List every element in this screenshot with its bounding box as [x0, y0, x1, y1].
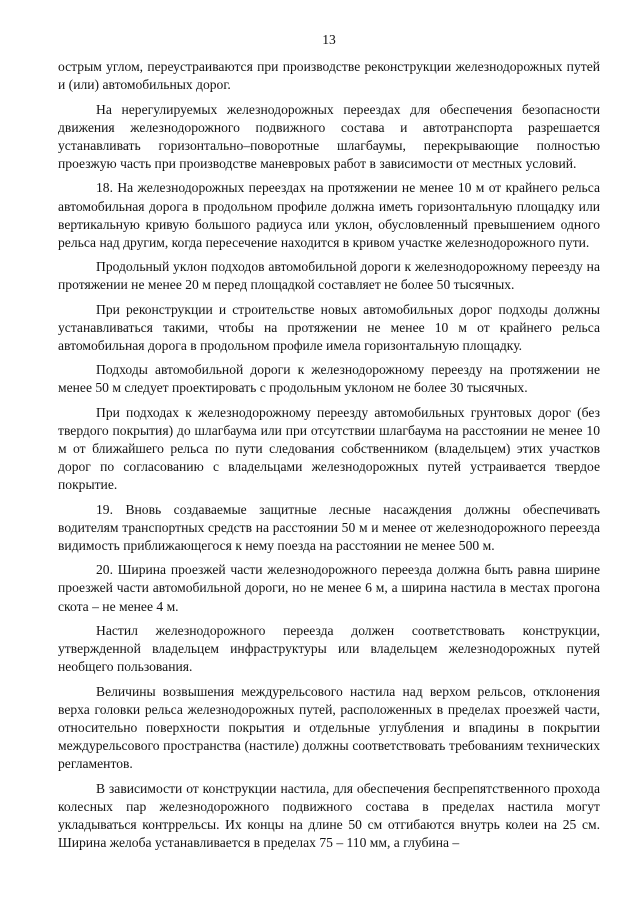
body-text — [58, 58, 600, 852]
paragraph: Величины возвышения междурельсового настила над верхом рельсов, отклонения верха головки рельса железнодорожных путей, расположенных в пределах проезжей части, относительно поверхности покрытия и отдельные углубления и впадины в покрытии междурельсового пространства (настиле) должны соответствовать требованиям технических регламентов. — [58, 683, 600, 772]
paragraph: острым углом, переустраиваются при производстве реконструкции железнодорожных путей и (или) автомобильных дорог. — [58, 59, 600, 93]
paragraph: Подходы автомобильной дороги к железнодорожному переезду на протяжении не менее 50 м следует проектировать с продольным уклоном не более 30 тысячных. — [58, 362, 600, 396]
paragraph: Настил железнодорожного переезда должен соответствовать конструкции, утвержденной владельцем инфраструктуры или владельцем железнодорожных путей необщего пользования. — [58, 622, 600, 675]
page-number: 13 — [322, 32, 336, 47]
paragraph: При подходах к железнодорожному переезду автомобильных грунтовых дорог (без твердого покрытия) до шлагбаума или при отсутствии шлагбаума на расстоянии не менее 10 м от ближайшего рельса по пути следования собственником (владельцем) этих участков дорог по согласованию с владельцами железнодорожных путей устраивается твердое покрытие. — [58, 404, 600, 493]
paragraph: При реконструкции и строительстве новых автомобильных дорог подходы должны устанавливаться такими, чтобы на протяжении не менее 10 м от крайнего рельса автомобильная дорога в продольном профиле имела горизонтальную площадку. — [58, 301, 600, 354]
paragraph: На нерегулируемых железнодорожных переездах для обеспечения безопасности движения железнодорожного подвижного состава и автотранспорта разрешается устанавливать горизонтально–поворотные шлагбаумы, перекрывающие полностью проезжую часть при производстве маневровых работ в зависимости от местных условий. — [58, 101, 600, 172]
paragraph: В зависимости от конструкции настила, для обеспечения беспрепятственного прохода колесных пар железнодорожного подвижного состава в пределах настила могут укладываться контррельсы. Их концы на длине 50 см отгибаются внутрь колеи на 25 см. Ширина желоба устанавливается в пределах 75 – 110 мм, а глубина – — [58, 780, 600, 851]
paragraph: Продольный уклон подходов автомобильной дороги к железнодорожному переезду на протяжении не менее 20 м перед площадкой составляет не более 50 тысячных. — [58, 259, 600, 293]
paragraph: 18. На железнодорожных переездах на протяжении не менее 10 м от крайнего рельса автомобильная дорога в продольном профиле должна иметь горизонтальную площадку или вертикальную кривую большого радиуса или уклон, обусловленный превышением одного рельса над другим, когда пересечение находится в кривом участке железнодорожного пути. — [58, 180, 600, 251]
paragraph: 20. Ширина проезжей части железнодорожного переезда должна быть равна ширине проезжей части автомобильной дороги, но не менее 6 м, а ширина настила в местах прогона скота – не менее 4 м. — [58, 562, 600, 614]
paragraph: 19. Вновь создаваемые защитные лесные насаждения должны обеспечивать водителям транспортных средств на расстоянии 50 м и менее от железнодорожного переезда видимость приближающегося к нему поезда на расстоянии не менее 500 м. — [58, 501, 600, 554]
